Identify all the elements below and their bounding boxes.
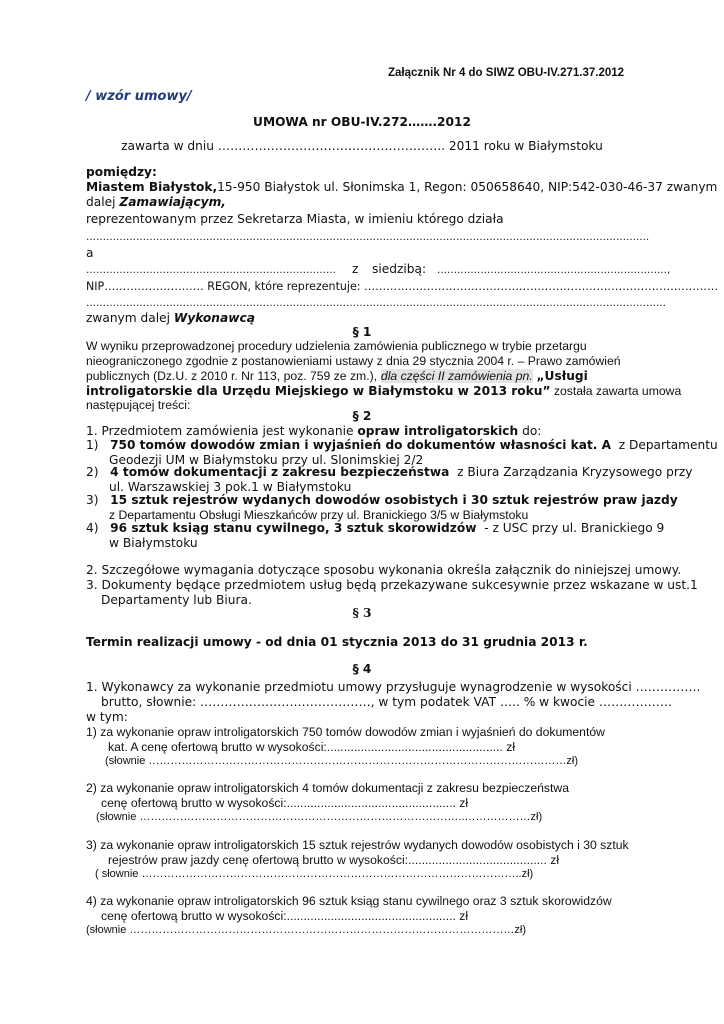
concluded-line: zawarta w dniu ……………………………………………….. 2011 roku w Białymstoku xyxy=(121,139,603,153)
contractor-prefix: zwanym dalej xyxy=(86,311,174,325)
city-party xyxy=(86,180,718,195)
section-2-para-2: 2. Szczegółowe wymagania dotyczące sposobu wykonania określa załącznik do niniejszej umowy. xyxy=(86,563,682,577)
section-2-para-3: 3. Dokumenty będące przedmiotem usług będą przekazywane sukcesywnie przez wskazane w ust.1 xyxy=(86,578,698,592)
contractor-label: Wykonawcą xyxy=(173,311,255,325)
item-number: 3) xyxy=(86,493,99,507)
section-2-para-3-cont: Departamenty lub Biura. xyxy=(101,593,252,607)
term-line: Termin realizacji umowy - od dnia 01 stycznia 2013 do 31 grudnia 2013 r. xyxy=(86,635,588,649)
quote-start: „Usługi xyxy=(536,369,588,383)
section-3-heading: § 3 xyxy=(352,606,372,620)
price-item-4-words: (słownie ……………………………………………………………………………………………zł) xyxy=(86,924,527,936)
seat-label: siedzibą: xyxy=(372,262,427,276)
price-item-3-amount: rejestrów praw jazdy cenę ofertową brutto w wysokości:......................................... zł xyxy=(108,853,560,867)
price-item-1-amount: kat. A cenę ofertową brutto w wysokości:.................................................... zł xyxy=(108,740,516,754)
item-bold: 96 sztuk ksiąg stanu cywilnego, 3 sztuk skorowidzów xyxy=(110,521,477,535)
item-rest: - z USC przy ul. Branickiego 9 xyxy=(484,521,665,535)
section-1-line-1: W wyniku przeprowadzonej procedury udzielenia zamówienia publicznego w trybie przetargu xyxy=(86,339,587,353)
list-item-1-cont: Geodezji UM w Białymstoku przy ul. Slonimskiej 2/2 xyxy=(109,453,424,467)
item-rest: z Biura Zarządzania Kryzysowego przy xyxy=(457,465,693,479)
section-1-line-2: nieograniczonego zgodnie z postanowieniami ustawy z dnia 29 stycznia 2004 r. – Prawo zamówień xyxy=(86,354,621,368)
section-1-line-4 xyxy=(86,384,681,399)
represented-line: reprezentowanym przez Sekretarza Miasta, w imieniu którego działa xyxy=(86,212,504,226)
city-name: Miastem Białystok, xyxy=(86,180,218,194)
list-item-2-cont: ul. Warszawskiej 3 pok.1 w Białymstoku xyxy=(109,480,352,494)
item-number: 1) xyxy=(86,438,99,452)
price-item-3-words: ( słownie …………………………………………………………………………………………..zł) xyxy=(95,868,534,880)
list-item-3-cont: z Departamentu Obsługi Mieszkańców przy ul. Branickiego 3/5 w Białymstoku xyxy=(109,508,529,522)
price-item-2-words: (słownie ……………………………………………………………………………..………………zł) xyxy=(96,811,543,823)
employer-name: Zamawiającym, xyxy=(119,195,226,209)
contractor-name-dots: ………………………………………………………………… xyxy=(86,265,336,276)
section-2-intro xyxy=(86,424,541,439)
item-number: 4) xyxy=(86,521,99,535)
contractor-line xyxy=(86,311,255,326)
price-item-1: 1) za wykonanie opraw introligatorskich 750 tomów dowodów zmian i wyjaśnień do dokumentów xyxy=(86,725,605,739)
remuneration-line-1: 1. Wykonawcy za wykonanie przedmiotu umowy przysługuje wynagrodzenie w wysokości ……………. xyxy=(86,680,701,694)
between-label: pomiędzy: xyxy=(86,165,157,179)
section-4-heading: § 4 xyxy=(352,662,372,676)
city-details: 15-950 Białystok ul. Słonimska 1, Regon: 050658640, NIP:542-030-46-37 zwanym xyxy=(217,180,718,194)
list-item-2 xyxy=(86,465,692,480)
seat-dots: ……………………………………………………………, xyxy=(437,265,671,276)
employer-line xyxy=(86,195,226,210)
section-2-heading: § 2 xyxy=(352,409,372,423)
item-rest: z Departamentu xyxy=(618,438,718,452)
and-label: a xyxy=(86,246,94,260)
seat-z: z xyxy=(352,262,359,276)
price-item-4: 4) za wykonanie opraw introligatorskich 96 sztuk ksiąg stanu cywilnego oraz 3 sztuk skorowidzów xyxy=(86,894,612,908)
section-1-line-5: następującej treści: xyxy=(86,398,191,412)
intro-text: 1. Przedmiotem zamówienia jest wykonanie xyxy=(86,424,358,438)
called-prefix: dalej xyxy=(86,195,120,209)
attachment-label: Załącznik Nr 4 do SIWZ OBU-IV.271.37.2012 xyxy=(388,67,625,79)
list-item-3 xyxy=(86,493,678,508)
item-bold: 15 sztuk rejestrów wydanych dowodów osobistych i 30 sztuk rejestrów praw jazdy xyxy=(110,493,678,507)
contract-title: UMOWA nr OBU-IV.272…….2012 xyxy=(253,115,471,129)
item-bold: 4 tomów dokumentacji z zakresu bezpieczeństwa xyxy=(110,465,450,479)
procurement-title: introligatorskie dla Urzędu Miejskiego w Białymstoku w 2013 roku” xyxy=(86,384,551,398)
intro-end: do: xyxy=(518,424,542,438)
item-bold: 750 tomów dowodów zmian i wyjaśnień do dokumentów własności kat. A xyxy=(110,438,612,452)
price-item-1-words: (słownie ……………………………………………………………………………………………………zł) xyxy=(105,755,579,767)
price-item-4-amount: cenę ofertową brutto w wysokości:.................................................. zł xyxy=(101,909,469,923)
dots-line-2: ………………………………………………………………………………………………………………………………………………………… xyxy=(86,298,666,309)
section-1-heading: § 1 xyxy=(352,325,372,339)
template-label: / wzór umowy/ xyxy=(86,89,192,104)
legal-basis: publicznych (Dz.U. z 2010 r. Nr 113, poz. 759 ze zm.), xyxy=(86,369,378,383)
nip-line: NIP……………………… REGON, które reprezentuje: …………………………………………………………………………………… xyxy=(86,279,719,293)
section-1-line-3 xyxy=(86,369,638,384)
price-item-2: 2) za wykonanie opraw introligatorskich 4 tomów dokumentacji z zakresu bezpieczeństwa xyxy=(86,781,569,795)
list-item-1 xyxy=(86,438,718,453)
price-item-3: 3) za wykonanie opraw introligatorskich 15 sztuk rejestrów wydanych dowodów osobistych i 30 sztuk xyxy=(86,838,629,852)
list-item-4-cont: w Białymstoku xyxy=(109,536,198,550)
remuneration-line-2: brutto, słownie: ……………………………………, w tym podatek VAT ….. % w kwocie ……………… xyxy=(101,695,673,709)
remuneration-line-3: w tym: xyxy=(86,710,128,724)
intro-bold: opraw introligatorskich xyxy=(357,424,519,438)
part-ii-label: dla części II zamówienia pn. xyxy=(380,369,533,383)
price-item-2-amount: cenę ofertową brutto w wysokości:.................................................. zł xyxy=(101,796,469,810)
item-number: 2) xyxy=(86,465,99,479)
dots-line-1: ……………………………………………………………………………………………………………………………………………………. xyxy=(86,232,650,243)
concluded-text: została zawarta umowa xyxy=(550,384,682,398)
list-item-4 xyxy=(86,521,664,536)
